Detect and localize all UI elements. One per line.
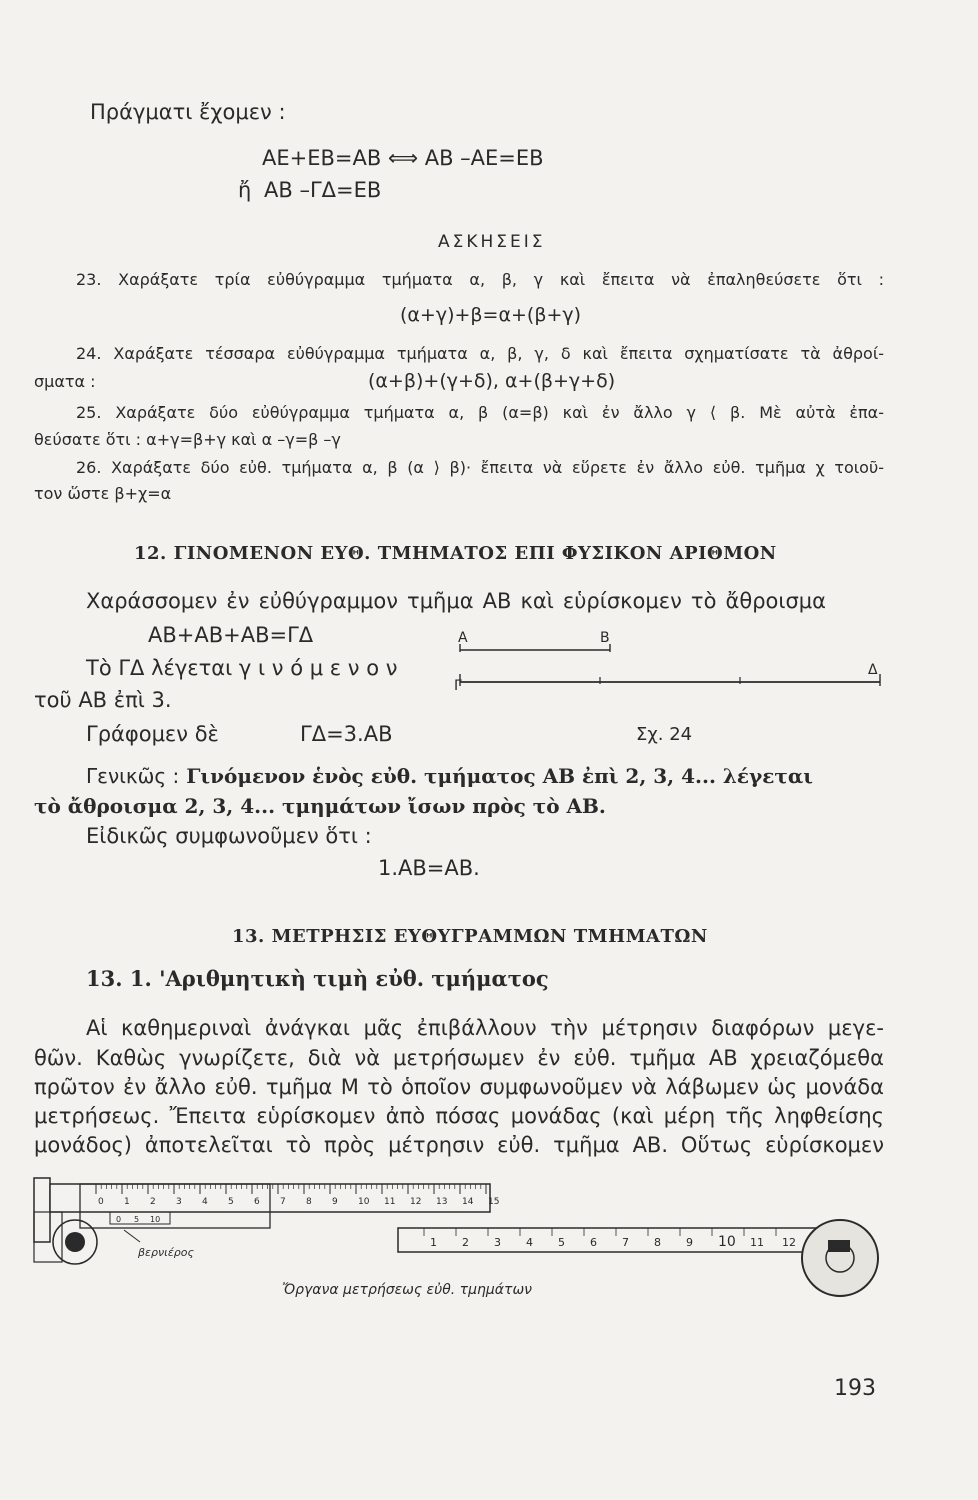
segment-ab <box>458 630 610 652</box>
tape-number: 2 <box>462 1236 469 1249</box>
exercise-26-line2: τον ὥστε β+χ=α <box>34 484 172 503</box>
tape-number: 12 <box>782 1236 796 1249</box>
intro-formula-2: ΑΒ –ΓΔ=ΕΒ <box>264 178 382 202</box>
label-d: Δ <box>868 662 878 678</box>
tape-number: 11 <box>750 1236 764 1249</box>
measuring-instruments-figure <box>20 1170 880 1310</box>
section-12-line-1: Χαράσσομεν ἐν εὐθύγραμμον τμῆμα ΑΒ καὶ εὑρίσκομεν τὸ ἄθροισμα <box>86 589 826 613</box>
vernier-tick-label: 10 <box>150 1215 161 1224</box>
tape-number: 8 <box>654 1236 661 1249</box>
general-definition-1: Γινόμενον ἑνὸς εὐθ. τμήματος ΑΒ ἐπὶ 2, 3, 4... λέγεται <box>186 764 813 788</box>
vernier-tick-label: 0 <box>116 1215 122 1224</box>
general-lead-row <box>86 764 813 788</box>
caliper-tick-label: 6 <box>254 1197 260 1207</box>
caliper-tick-label: 1 <box>124 1197 130 1207</box>
exercise-23-formula: (α+γ)+β=α+(β+γ) <box>400 304 582 326</box>
special-formula: 1.ΑΒ=ΑΒ. <box>378 856 480 880</box>
tape-number: 10 <box>718 1234 736 1250</box>
label-b: Β <box>600 630 610 646</box>
para-line-2: θῶν. Καθὼς γνωρίζετε, διὰ νὰ μετρήσωμεν ἐν εὐθ. τμῆμα ΑΒ χρειαζόμεθα <box>34 1046 884 1070</box>
figure-24-label: Σχ. 24 <box>636 724 693 745</box>
caliper-tick-label: 2 <box>150 1197 156 1207</box>
tape-number: 3 <box>494 1236 501 1249</box>
para-line-5: μονάδος) ἀποτελεῖται τὸ πρὸς μέτρησιν εὐθ. τμῆμα ΑΒ. Οὕτως εὑρίσκομεν <box>34 1133 884 1157</box>
vernier-label: βερνιέρος <box>138 1246 194 1259</box>
section-12-line-2: Τὸ ΓΔ λέγεται γ ι ν ό μ ε ν ο ν <box>86 656 398 680</box>
para-line-4: μετρήσεως. Ἔπειτα εὑρίσκομεν ἀπὸ πόσας μονάδας (καὶ μέρη τῆς ληφθείσης <box>34 1104 884 1128</box>
exercise-25-line: 25. Χαράξατε δύο εὐθύγραμμα τμήματα α, β (α=β) καὶ ἐν ἄλλο γ ⟨ β. Μὲ αὐτὰ ἐπα- <box>76 403 884 422</box>
section-12-line-3: τοῦ ΑΒ ἐπὶ 3. <box>34 688 172 712</box>
exercise-24-formula: (α+β)+(γ+δ), α+(β+γ+δ) <box>368 370 616 392</box>
section-12-heading: 12. ΓΙΝΟΜΕΝΟΝ ΕΥΘ. ΤΜΗΜΑΤΟΣ ΕΠΙ ΦΥΣΙΚΟΝ ΑΡΙΘΜΟΝ <box>134 543 777 564</box>
vernier-tick-label: 5 <box>134 1215 140 1224</box>
formula-3ab: ΓΔ=3.ΑΒ <box>300 722 393 746</box>
exercise-24-line: 24. Χαράξατε τέσσαρα εὐθύγραμμα τμήματα α, β, γ, δ καὶ ἔπειτα σχηματίσατε τὰ ἀθροί- <box>76 344 884 363</box>
general-lead: Γενικῶς : <box>86 764 180 788</box>
tape-number: 4 <box>526 1236 533 1249</box>
vernier-scale <box>110 1212 170 1224</box>
exercise-24-line2: σματα : <box>34 372 96 391</box>
sum-formula: ΑΒ+ΑΒ+ΑΒ=ΓΔ <box>148 623 314 647</box>
segment-gd <box>454 662 880 692</box>
exercise-23-line: 23. Χαράξατε τρία εὐθύγραμμα τμήματα α, β, γ καὶ ἔπειτα νὰ ἐπαληθεύσετε ὅτι : <box>76 270 884 289</box>
intro-formula-1: ΑΕ+ΕΒ=ΑΒ ⟺ ΑΒ –ΑΕ=ΕΒ <box>262 146 544 170</box>
intro-lead: Πράγματι ἔχομεν : <box>90 100 286 124</box>
tape-number: 6 <box>590 1236 597 1249</box>
caliper-tick-label: 14 <box>462 1197 474 1207</box>
para-line-1: Αἱ καθημεριναὶ ἀνάγκαι μᾶς ἐπιβάλλουν τὴν μέτρησιν διαφόρων μεγε- <box>86 1016 884 1040</box>
intro-or-word: ἤ <box>238 178 252 202</box>
label-g: Γ <box>454 678 462 692</box>
caliper-tick-label: 7 <box>280 1197 286 1207</box>
tape-number: 9 <box>686 1236 693 1249</box>
para-line-3: πρῶτον ἐν ἄλλο εὐθ. τμῆμα Μ τὸ ὁποῖον συμφωνοῦμεν νὰ λάβωμεν ὡς μονάδα <box>34 1075 884 1099</box>
special-case: Εἰδικῶς συμφωνοῦμεν ὅτι : <box>86 824 372 848</box>
general-definition-2: τὸ ἄθροισμα 2, 3, 4... τμημάτων ἴσων πρὸς τὸ ΑΒ. <box>34 794 606 818</box>
label-a: Α <box>458 630 468 646</box>
figure-24 <box>440 626 890 692</box>
caliper-tick-label: 12 <box>410 1197 422 1207</box>
tape-number: 1 <box>430 1236 437 1249</box>
caliper-tick-label: 4 <box>202 1197 208 1207</box>
caliper-tick-label: 3 <box>176 1197 182 1207</box>
caliper-tick-label: 8 <box>306 1197 312 1207</box>
caliper-tick-label: 10 <box>358 1197 370 1207</box>
exercises-title: ΑΣΚΗΣΕΙΣ <box>438 232 546 252</box>
page-number: 193 <box>834 1376 876 1401</box>
caliper-tick-label: 15 <box>488 1197 500 1207</box>
exercise-25-line2: θεύσατε ὅτι : α+γ=β+γ καὶ α –γ=β –γ <box>34 430 341 449</box>
caliper-tick-label: 5 <box>228 1197 234 1207</box>
section-13-heading: 13. ΜΕΤΡΗΣΙΣ ΕΥΘΥΓΡΑΜΜΩΝ ΤΜΗΜΑΤΩΝ <box>232 926 708 947</box>
tape-number: 5 <box>558 1236 565 1249</box>
caliper-tick-label: 0 <box>98 1197 104 1207</box>
tape-number: 7 <box>622 1236 629 1249</box>
caliper-tick-label: 13 <box>436 1197 448 1207</box>
figure-caption: Ὄργανα μετρήσεως εὐθ. τμημάτων <box>282 1282 532 1298</box>
caliper-tick-label: 11 <box>384 1197 396 1207</box>
section-13-1-subheading: 13. 1. 'Αριθμητικὴ τιμὴ εὐθ. τμήματος <box>86 966 549 991</box>
section-12-line-4: Γράφομεν δὲ <box>86 722 219 746</box>
caliper-tick-label: 9 <box>332 1197 338 1207</box>
exercise-26-line: 26. Χαράξατε δύο εὐθ. τμήματα α, β (α ⟩ β)· ἔπειτα νὰ εὕρετε ἐν ἄλλο εὐθ. τμῆμα χ τοιοῦ- <box>76 458 884 477</box>
